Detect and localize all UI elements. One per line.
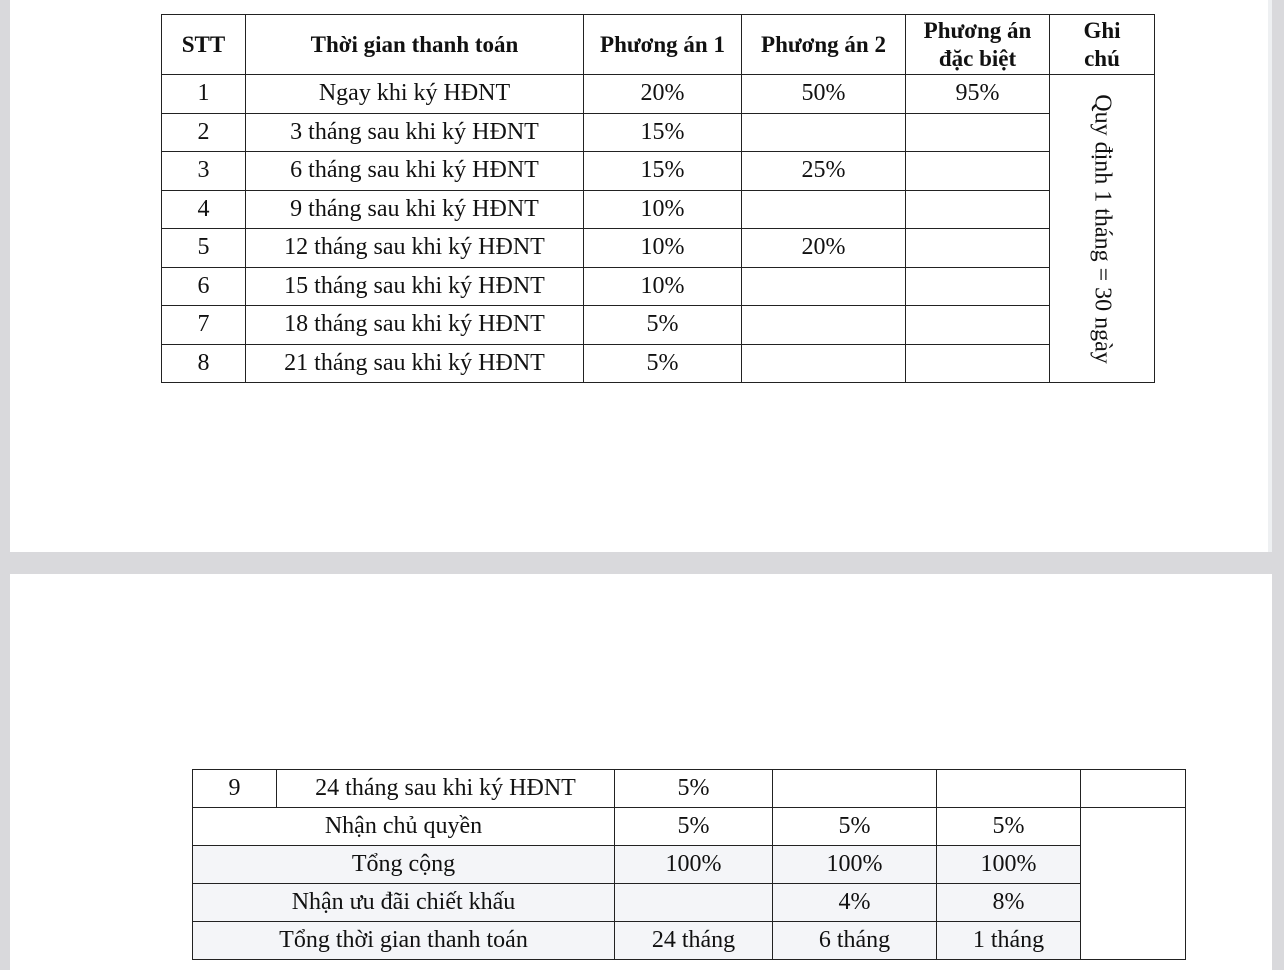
cell-plan-1: 100% [615,846,773,884]
cell-plan-2 [773,770,937,808]
cell-stt: 4 [162,190,246,229]
cell-plan-2: 4% [773,884,937,922]
table-row [162,344,1155,383]
table-row [162,75,1155,114]
cell-stt: 2 [162,113,246,152]
cell-plan-1: 15% [584,113,742,152]
summary-row [193,808,1186,846]
cell-plan-1: 5% [615,808,773,846]
cell-plan-2 [742,190,906,229]
cell-special [906,190,1050,229]
header-note-line-1: Ghi [1083,17,1121,43]
document-page-1 [10,0,1272,552]
cell-special: 95% [906,75,1050,114]
header-special-line-1: Phương án [923,17,1032,43]
cell-special: 5% [937,808,1081,846]
cell-stt: 5 [162,229,246,268]
cell-special [906,267,1050,306]
cell-plan-2: 100% [773,846,937,884]
header-special-line-2: đặc biệt [938,45,1017,71]
cell-special [906,152,1050,191]
cell-special [906,344,1050,383]
cell-plan-1: 5% [615,770,773,808]
summary-label: Tổng thời gian thanh toán [193,922,615,960]
table-row [162,152,1155,191]
cell-note-merged [1081,808,1186,960]
summary-row [193,884,1186,922]
cell-plan-1: 10% [584,267,742,306]
table-row [162,306,1155,345]
cell-time: 6 tháng sau khi ký HĐNT [246,152,584,191]
note-text: Quy định 1 tháng = 30 ngày [1089,93,1116,364]
cell-stt: 9 [193,770,277,808]
cell-plan-1: 24 tháng [615,922,773,960]
cell-special: 8% [937,884,1081,922]
summary-row [193,846,1186,884]
cell-plan-2 [742,306,906,345]
cell-time: 12 tháng sau khi ký HĐNT [246,229,584,268]
cell-note [1081,770,1186,808]
cell-special [906,306,1050,345]
cell-special: 1 tháng [937,922,1081,960]
cell-plan-1: 5% [584,344,742,383]
cell-special [906,113,1050,152]
cell-plan-2 [742,344,906,383]
payment-summary-table [192,769,1186,960]
cell-stt: 8 [162,344,246,383]
table-header-row [162,15,1155,75]
summary-row [193,922,1186,960]
payment-schedule-table [161,14,1155,383]
cell-plan-2: 50% [742,75,906,114]
cell-special [937,770,1081,808]
header-plan-1: Phương án 1 [584,15,742,75]
cell-stt: 1 [162,75,246,114]
header-special-plan [906,15,1050,75]
cell-stt: 3 [162,152,246,191]
cell-special [906,229,1050,268]
cell-plan-2 [742,113,906,152]
cell-stt: 6 [162,267,246,306]
summary-label: Nhận ưu đãi chiết khấu [193,884,615,922]
summary-label: Tổng cộng [193,846,615,884]
header-stt: STT [162,15,246,75]
cell-plan-1: 15% [584,152,742,191]
table-row [193,770,1186,808]
cell-stt: 7 [162,306,246,345]
cell-time: 21 tháng sau khi ký HĐNT [246,344,584,383]
cell-plan-1: 10% [584,190,742,229]
header-payment-time: Thời gian thanh toán [246,15,584,75]
cell-time: 24 tháng sau khi ký HĐNT [277,770,615,808]
cell-plan-1 [615,884,773,922]
document-page-2 [10,574,1272,970]
cell-plan-1: 5% [584,306,742,345]
header-note [1050,15,1155,75]
cell-time: 3 tháng sau khi ký HĐNT [246,113,584,152]
cell-plan-2: 5% [773,808,937,846]
cell-plan-1: 10% [584,229,742,268]
summary-label: Nhận chủ quyền [193,808,615,846]
note-cell [1050,75,1155,383]
cell-time: Ngay khi ký HĐNT [246,75,584,114]
cell-plan-1: 20% [584,75,742,114]
table-row [162,190,1155,229]
cell-special: 100% [937,846,1081,884]
cell-plan-2 [742,267,906,306]
cell-time: 15 tháng sau khi ký HĐNT [246,267,584,306]
cell-plan-2: 6 tháng [773,922,937,960]
table-row [162,113,1155,152]
header-note-line-2: chú [1084,45,1120,71]
table-row [162,229,1155,268]
cell-plan-2: 20% [742,229,906,268]
table-row [162,267,1155,306]
page-edge [1268,0,1272,552]
cell-time: 18 tháng sau khi ký HĐNT [246,306,584,345]
header-plan-2: Phương án 2 [742,15,906,75]
cell-time: 9 tháng sau khi ký HĐNT [246,190,584,229]
cell-plan-2: 25% [742,152,906,191]
